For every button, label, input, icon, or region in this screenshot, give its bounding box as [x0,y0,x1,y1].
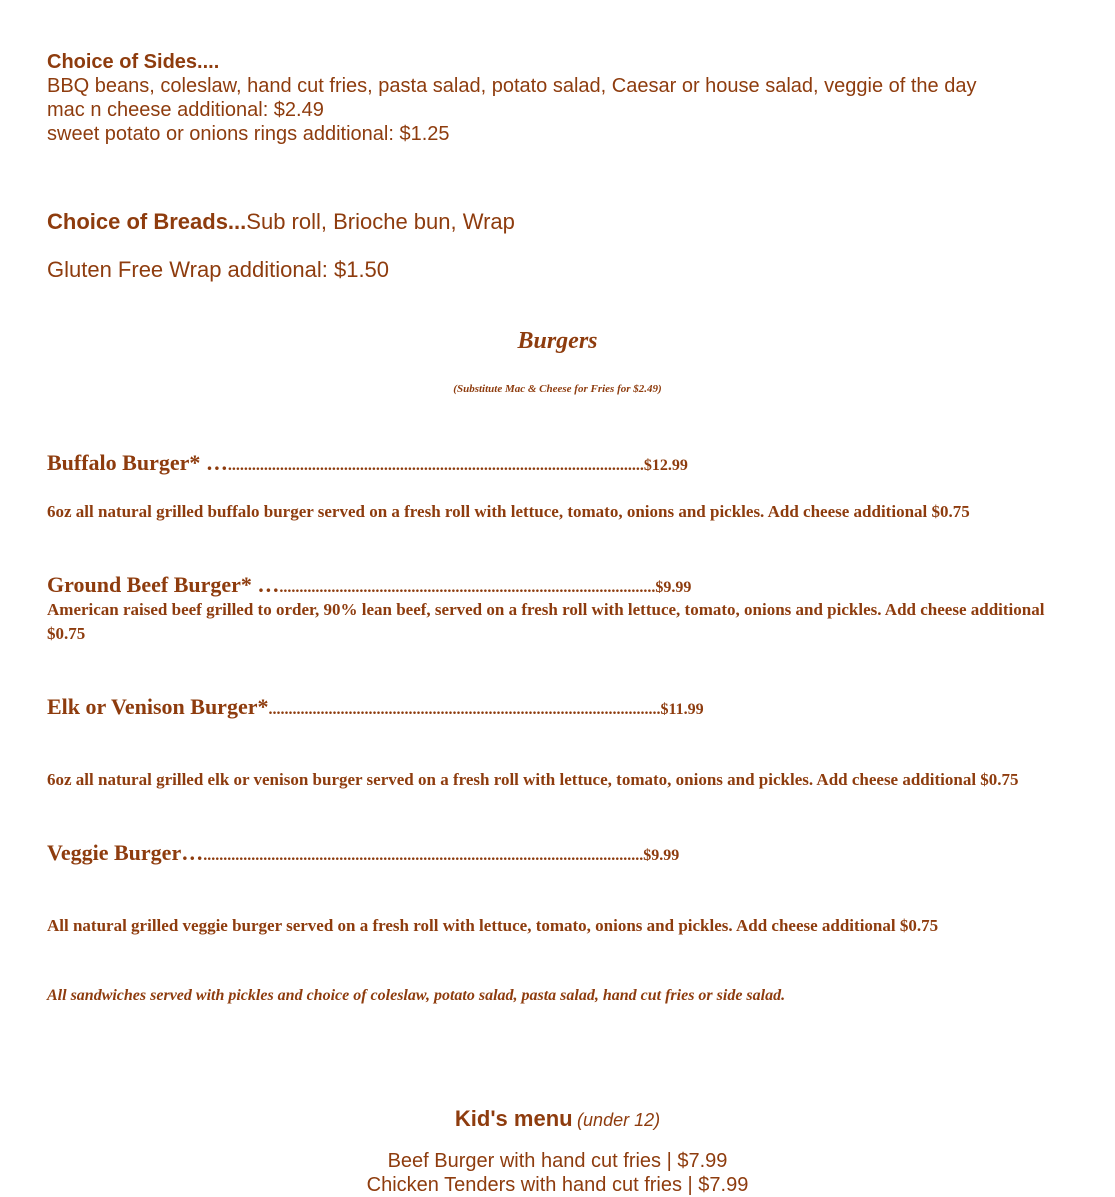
burgers-section-title: Burgers [517,328,598,354]
dot-leader: .............................................................................................................. [203,847,644,864]
dot-leader: ........................................................................................................ [227,457,644,474]
kids-menu-item: Chicken Tenders with hand cut fries | $7.99 [366,1174,749,1196]
sides-heading: Choice of Sides.... [47,51,220,73]
item-price: $9.99 [655,579,692,596]
sweet-potato-upcharge: sweet potato or onions rings additional: $1.25 [47,123,450,145]
kids-menu-age-note: (under 12) [577,1110,661,1130]
breads-options: Sub roll, Brioche bun, Wrap [246,209,515,234]
item-name: Buffalo Burger* … [47,450,228,475]
item-description: All natural grilled veggie burger served on a fresh roll with lettuce, tomato, onions and pickles. Add cheese additional $0.75 [47,916,939,935]
breads-line [47,209,515,235]
item-description: American raised beef grilled to order, 90% lean beef, served on a fresh roll with lettuce, tomato, onions and pickles. Add cheese additional $0.75 [47,600,1045,643]
mac-cheese-upcharge: mac n cheese additional: $2.49 [47,99,324,121]
item-price: $9.99 [643,847,680,864]
item-description: 6oz all natural grilled elk or venison burger served on a fresh roll with lettuce, tomato, onions and pickles. Add cheese additional $0.75 [47,770,1019,789]
breads-heading: Choice of Breads... [47,209,247,234]
kids-menu-heading: Kid's menu [454,1106,573,1131]
menu-item-buffalo-burger [47,450,688,476]
item-name: Veggie Burger… [47,840,204,865]
item-name: Ground Beef Burger* … [47,572,280,597]
dot-leader: .............................................................................................. [279,579,656,596]
item-price: $12.99 [643,457,688,474]
burgers-substitution-note: (Substitute Mac & Cheese for Fries for $2.49) [453,383,662,395]
item-price: $11.99 [660,701,704,718]
item-description: 6oz all natural grilled buffalo burger served on a fresh roll with lettuce, tomato, onions and pickles. Add cheese additional $0.75 [47,502,970,521]
sandwich-sides-note: All sandwiches served with pickles and choice of coleslaw, potato salad, pasta salad, hand cut fries or side salad. [47,987,786,1004]
dot-leader: .................................................................................................. [268,701,661,718]
gluten-free-wrap-note: Gluten Free Wrap additional: $1.50 [47,257,390,282]
menu-item-elk-venison-burger [47,694,704,720]
kids-menu-title [0,1106,1115,1132]
menu-item-ground-beef-burger [47,572,691,598]
kids-menu-item: Beef Burger with hand cut fries | $7.99 [387,1150,728,1172]
sides-list: BBQ beans, coleslaw, hand cut fries, pasta salad, potato salad, Caesar or house salad, veggie of the day [47,75,977,97]
menu-item-veggie-burger [47,840,679,866]
item-name: Elk or Venison Burger* [47,694,269,719]
